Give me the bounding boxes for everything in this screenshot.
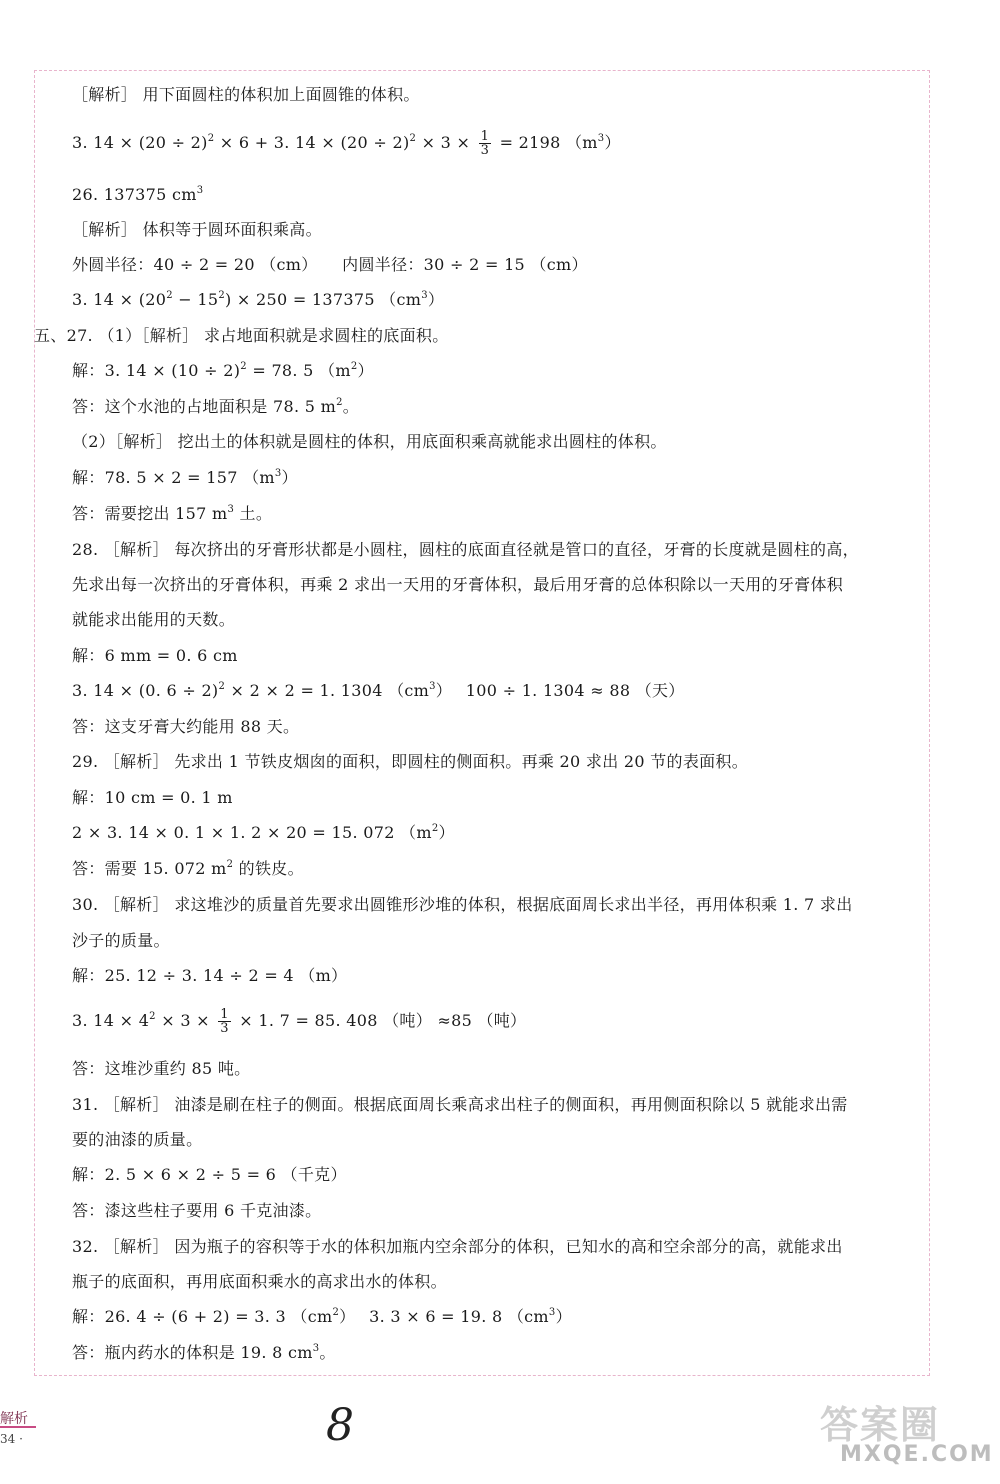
fraction: $\frac{1}{3}$ — [220, 1007, 229, 1036]
text-line: 31. ［解析］ 油漆是刷在柱子的侧面。根据底面周长乘高求出柱子的侧面积，再用侧面积除以 5 就能求出需 — [72, 1095, 848, 1114]
text-line: 解：25. 12 ÷ 3. 14 ÷ 2 = 4 （m） — [72, 966, 348, 985]
text-line: 解：6 mm = 0. 6 cm — [72, 646, 238, 665]
text-line: 五、27. （1）［解析］ 求占地面积就是求圆柱的底面积。 — [34, 326, 449, 345]
fraction: $\frac{1}{3}$ — [480, 129, 490, 158]
text-line: 沙子的质量。 — [72, 931, 170, 950]
text-line: （2）［解析］ 挖出土的体积就是圆柱的体积，用底面积乘高就能求出圆柱的体积。 — [72, 432, 667, 451]
text-line: 答：这个水池的占地面积是 78. 5 $m^2$。 — [72, 397, 360, 416]
text-line: 3. $14 \times 4^2 \times 3$ × $\frac{1}{3}$ × 1. 7 = 85. 408 （吨） ≈85 （吨） — [72, 1007, 527, 1036]
text-line: 3. $14 \times (20 \div 2)^2 \times 6 + 3$. $14 \times (20 \div 2)^2 \times 3$ × $\frac{1}{3}$ = 2198 $(m^3)$ — [72, 129, 621, 158]
text-line: ［解析］ 用下面圆柱的体积加上面圆锥的体积。 — [72, 85, 420, 104]
text-line: 答：漆这些柱子要用 6 千克油漆。 — [72, 1201, 322, 1220]
text-line: 答：需要挖出 157 $m^3$ 土。 — [72, 504, 273, 523]
text-line: 要的油漆的质量。 — [72, 1130, 203, 1149]
text-line: 外圆半径：40 ÷ 2 = 20 （cm） 内圆半径：30 ÷ 2 = 15 （cm） — [72, 255, 588, 274]
text-line: 答：这支牙膏大约能用 88 天。 — [72, 717, 300, 736]
text-line: 先求出每一次挤出的牙膏体积，再乘 2 求出一天用的牙膏体积，最后用牙膏的总体积除以一天用的牙膏体积 — [72, 575, 844, 594]
text-line: 解：2. 5 × 6 × 2 ÷ 5 = 6 （千克） — [72, 1165, 347, 1184]
watermark-url: MXQE.COM — [840, 1442, 994, 1467]
text-line: 3. $14 \times (20^2 - 15^2) \times 250 = 137375$ $(cm^3)$ — [72, 290, 445, 309]
text-line: 3. 14 × (0. 6 ÷ 2)$^2$ × 2 × 2 = 1. 1304 $(cm^3)$ 100 ÷ 1. 1304 ≈ 88 （天） — [72, 681, 685, 700]
text-line: 解：3. $14 \times (10 \div 2)^2 = 78$. 5 $(m^2)$ — [72, 361, 374, 380]
text-line: ［解析］ 体积等于圆环面积乘高。 — [72, 220, 322, 239]
text-line: 32. ［解析］ 因为瓶子的容积等于水的体积加瓶内空余部分的体积，已知水的高和空余部分的高，就能求出 — [72, 1237, 843, 1256]
text-line: 30. ［解析］ 求这堆沙的质量首先要求出圆锥形沙堆的体积，根据底面周长求出半径，再用体积乘 1. 7 求出 — [72, 895, 853, 914]
text-line: 解：10 cm = 0. 1 m — [72, 788, 233, 807]
text-line: 瓶子的底面积，再用底面积乘水的高求出水的体积。 — [72, 1272, 447, 1291]
text-line: 解：78. 5 × 2 = 157 $(m^3)$ — [72, 468, 298, 487]
footer-section-tag: 解析 — [0, 1411, 28, 1427]
watermark-text: 答案圈 — [820, 1403, 941, 1447]
page-number: 34 · — [0, 1432, 23, 1446]
text-line: 26. 137375 $cm^3$ — [72, 185, 204, 204]
handwritten-page-mark: 8 — [326, 1400, 354, 1451]
text-line: 28. ［解析］ 每次挤出的牙膏形状都是小圆柱，圆柱的底面直径就是管口的直径，牙膏的长度就是圆柱的高， — [72, 540, 859, 559]
text-line: 就能求出能用的天数。 — [72, 610, 236, 629]
text-line: 2 × 3. 14 × 0. 1 × 1. 2 × 20 = 15. 072 $(m^2)$ — [72, 823, 455, 842]
text-line: 答：这堆沙重约 85 吨。 — [72, 1059, 251, 1078]
text-line: 29. ［解析］ 先求出 1 节铁皮烟囱的面积，即圆柱的侧面积。再乘 20 求出 20 节的表面积。 — [72, 752, 749, 771]
text-line: 解：26. 4 ÷ (6 + 2) = 3. 3 $(cm^2)$ 3. 3 × 6 = 19. 8 $(cm^3)$ — [72, 1307, 572, 1326]
text-line: 答：瓶内药水的体积是 19. 8 $cm^3$。 — [72, 1343, 336, 1362]
watermark-logo — [820, 1394, 994, 1474]
text-line: 答：需要 15. 072 $m^2$ 的铁皮。 — [72, 859, 304, 878]
